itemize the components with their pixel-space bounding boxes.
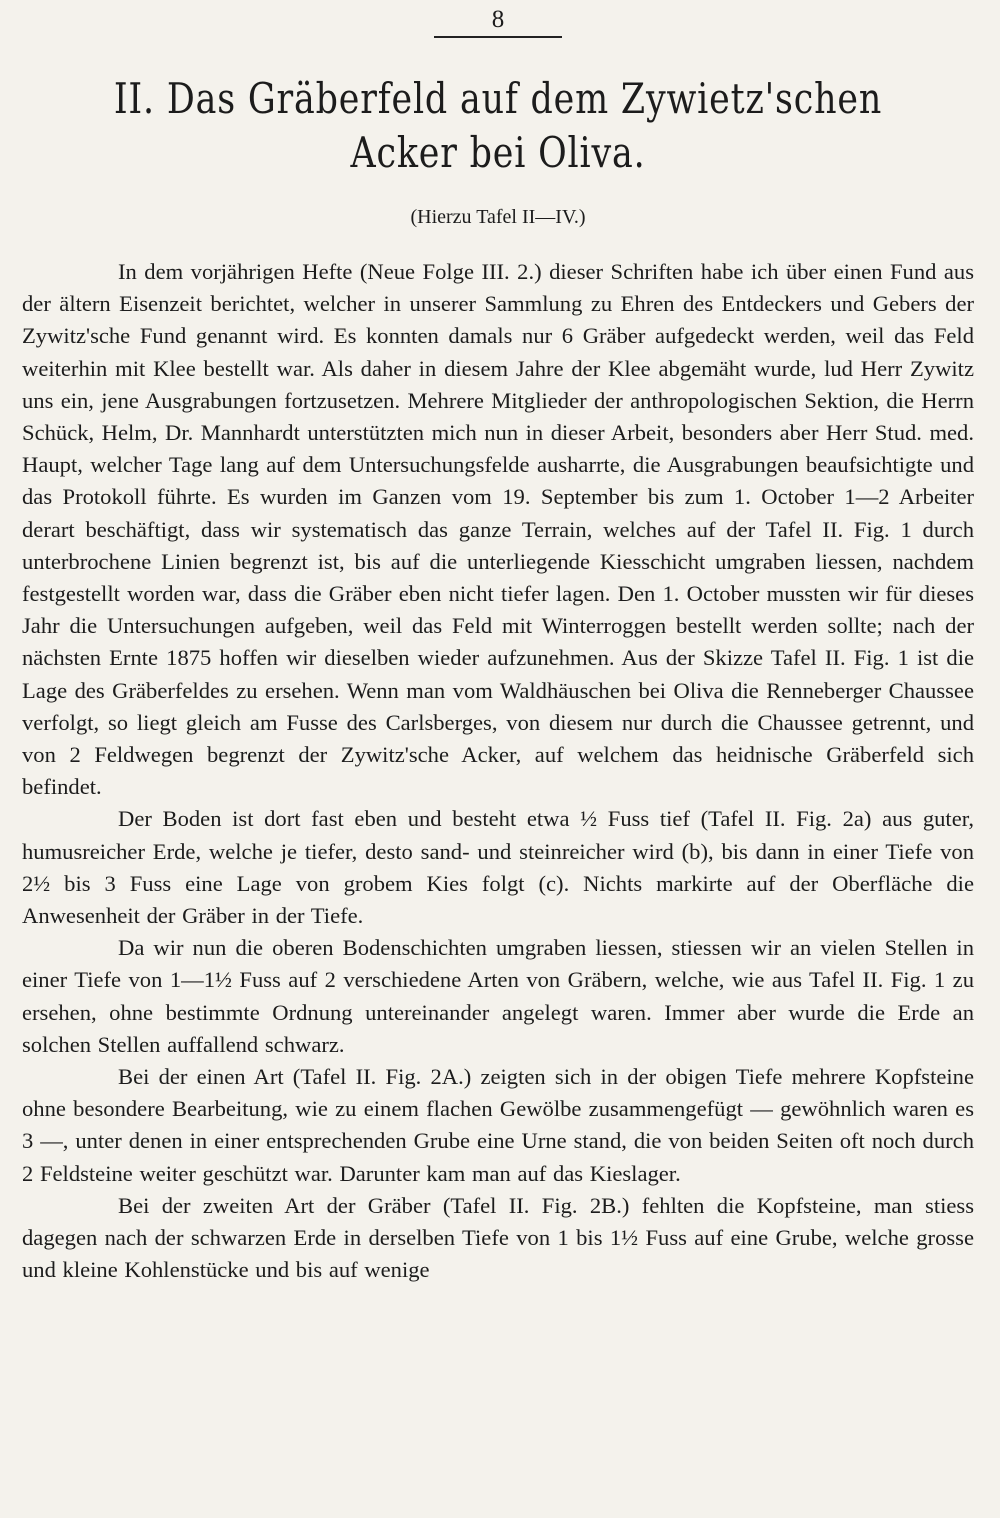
plate-reference: (Hierzu Tafel II—IV.) <box>410 206 586 228</box>
page-number: 8 <box>491 6 505 33</box>
paragraph-4: Bei der einen Art (Tafel II. Fig. 2A.) zeigten sich in der obigen Tiefe mehrere Kopfsteine ohne besondere Bearbeitung, wie zu einem flachen Gewölbe zusammengefügt — gewöhnlich waren es 3 —, unter denen in einer entsprechenden Grube eine Urne stand, die von beiden Seiten oft noch durch 2 Feldsteine weiter geschützt war. Darunter kam man auf das Kieslager. <box>22 1064 974 1186</box>
paragraph-1: In dem vorjährigen Hefte (Neue Folge III. 2.) dieser Schriften habe ich über einen Fund aus der ältern Eisenzeit berichtet, welcher in unserer Sammlung zu Ehren des Entdeckers und Gebers der Zywitz'sche Fund genannt wird. Es konnten damals nur 6 Gräber aufgedeckt werden, weil das Feld weiterhin mit Klee bestellt war. Als daher in diesem Jahre der Klee abgemäht wurde, lud Herr Zywitz uns ein, jene Ausgrabungen fortzusetzen. Mehrere Mitglieder der anthropologischen Sektion, die Herrn Schück, Helm, Dr. Mannhardt unterstützten mich nun in dieser Arbeit, besonders aber Herr Stud. med. Haupt, welcher Tage lang auf dem Untersuchungsfelde ausharrte, die Ausgrabungen beaufsichtigte und das Protokoll führte. Es wurden im Ganzen vom 19. September bis zum 1. October 1—2 Arbeiter derart beschäftigt, dass wir systematisch das ganze Terrain, welches auf der Tafel II. Fig. 1 durch unterbrochene Linien begrenzt ist, bis auf die unterliegende Kiesschicht umgraben liessen, nachdem festgestellt worden war, dass die Gräber eben nicht tiefer lagen. Den 1. October mussten wir für dieses Jahr die Untersuchungen aufgeben, weil das Feld mit Winterroggen bestellt werden sollte; nach der nächsten Ernte 1875 hoffen wir dieselben wieder aufzunehmen. Aus der Skizze Tafel II. Fig. 1 ist die Lage des Gräberfeldes zu ersehen. Wenn man vom Waldhäuschen bei Oliva die Renneberger Chaussee verfolgt, so liegt gleich am Fusse des Carlsberges, von diesem nur durch die Chaussee getrennt, und von 2 Feldwegen begrenzt der Zywitz'sche Acker, auf welchem das heidnische Gräberfeld sich befindet. <box>22 259 974 800</box>
page-number-rule <box>434 36 562 38</box>
paragraph-2: Der Boden ist dort fast eben und besteht etwa ½ Fuss tief (Tafel II. Fig. 2a) aus guter, humusreicher Erde, welche je tiefer, desto sand- und steinreicher wird (b), bis dann in einer Tiefe von 2½ bis 3 Fuss eine Lage von grobem Kies folgt (c). Nichts markirte auf der Oberfläche die Anwesenheit der Gräber in der Tiefe. <box>22 806 974 929</box>
document-page <box>22 0 974 1518</box>
chapter-title: II. Das Gräberfeld auf dem Zywietz'schen Acker bei Oliva. <box>113 74 883 177</box>
body-text <box>22 256 974 1287</box>
paragraph-5: Bei der zweiten Art der Gräber (Tafel II. Fig. 2B.) fehlten die Kopfsteine, man stiess dagegen nach der schwarzen Erde in derselben Tiefe von 1 bis 1½ Fuss auf eine Grube, welche grosse und kleine Kohlenstücke und bis auf wenige <box>22 1192 974 1283</box>
paragraph-3: Da wir nun die oberen Bodenschichten umgraben liessen, stiessen wir an vielen Stellen in einer Tiefe von 1—1½ Fuss auf 2 verschiedene Arten von Gräbern, welche, wie aus Tafel II. Fig. 1 zu ersehen, ohne bestimmte Ordnung untereinander angelegt waren. Immer aber wurde die Erde an solchen Stellen auffallend schwarz. <box>22 935 974 1057</box>
